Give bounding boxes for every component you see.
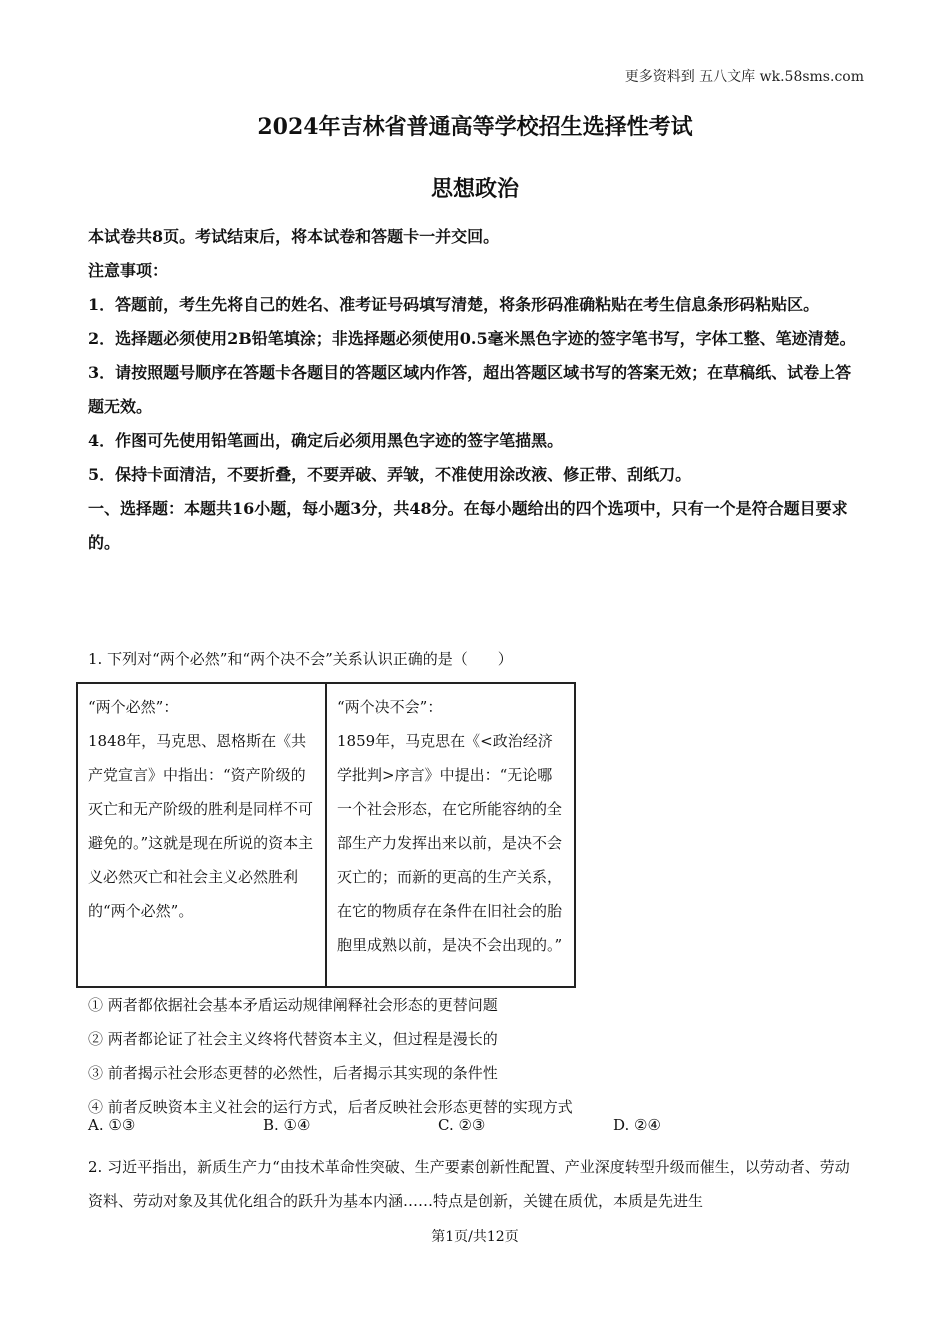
question-2-stem: 2. 习近平指出，新质生产力“由技术革命性突破、生产要素创新性配置、产业深度转型升级而催生，以劳动者、劳动资料、劳动对象及其优化组合的跃升为基本内涵……特点是创新，关键在质优，本质是先进生 [88,1158,850,1210]
table-row [77,683,575,987]
table-cell-two-nevers: “两个决不会”： 1859年，马克思在《<政治经济学批判>序言》中提出：“无论哪一个社会形态，在它所能容纳的全部生产力发挥出来以前，是决不会灭亡的；而新的更高的生产关系，在它的物质存在条件在旧社会的胎胞里成熟以前，是决不会出现的。” [326,683,575,987]
watermark: 更多资料到 五八文库 wk.58sms.com [624,69,864,85]
exam-title: 2024年吉林省普通高等学校招生选择性考试 [257,114,693,140]
question-1-stem: 1. 下列对“两个必然”和“两个决不会”关系认识正确的是（ ） [88,650,513,668]
choice-b[interactable]: B. ①④ [263,1116,311,1134]
intro-text: 本试卷共8页。考试结束后，将本试卷和答题卡一并交回。 [88,227,500,246]
choice-a[interactable]: A. ①③ [88,1116,136,1134]
notice-item: 1．答题前，考生先将自己的姓名、准考证号码填写清楚，将条形码准确粘贴在考生信息条形码粘贴区。 [88,295,820,314]
section-heading: 一、选择题：本题共16小题，每小题3分，共48分。在每小题给出的四个选项中，只有一个是符合题目要求的。 [88,499,848,552]
table-cell-two-inevitables: “两个必然”： 1848年，马克思、恩格斯在《共产党宣言》中指出：“资产阶级的灭亡和无产阶级的胜利是同样不可避免的。”这就是现在所说的资本主义必然灭亡和社会主义必然胜利的“两个必然”。 [77,683,326,987]
statement-item: ④ 前者反映资本主义社会的运行方式，后者反映社会形态更替的实现方式 [88,1098,573,1116]
subject-title: 思想政治 [430,176,519,202]
question-1-choices [88,1116,788,1134]
question-1-statements [88,988,573,1124]
page-footer: 第1页/共12页 [431,1229,519,1245]
instructions [88,220,864,560]
notice-item: 5．保持卡面清洁，不要折叠，不要弄破、弄皱，不准使用涂改液、修正带、刮纸刀。 [88,465,692,484]
choice-d[interactable]: D. ②④ [613,1116,661,1134]
choice-c[interactable]: C. ②③ [438,1116,486,1134]
notice-heading: 注意事项： [88,261,169,280]
statement-item: ③ 前者揭示社会形态更替的必然性，后者揭示其实现的条件性 [88,1064,498,1082]
notice-item: 4．作图可先使用铅笔画出，确定后必须用黑色字迹的签字笔描黑。 [88,431,564,450]
question-1-stem-wrap [88,648,864,669]
statement-item: ① 两者都依据社会基本矛盾运动规律阐释社会形态的更替问题 [88,996,498,1014]
comparison-table [76,682,576,988]
notice-item: 2．选择题必须使用2B铅笔填涂；非选择题必须使用0.5毫米黑色字迹的签字笔书写，字体工整、笔迹清楚。 [88,329,856,348]
notice-item: 3．请按照题号顺序在答题卡各题目的答题区域内作答，超出答题区域书写的答案无效；在草稿纸、试卷上答题无效。 [88,363,852,416]
statement-item: ② 两者都论证了社会主义终将代替资本主义，但过程是漫长的 [88,1030,498,1048]
